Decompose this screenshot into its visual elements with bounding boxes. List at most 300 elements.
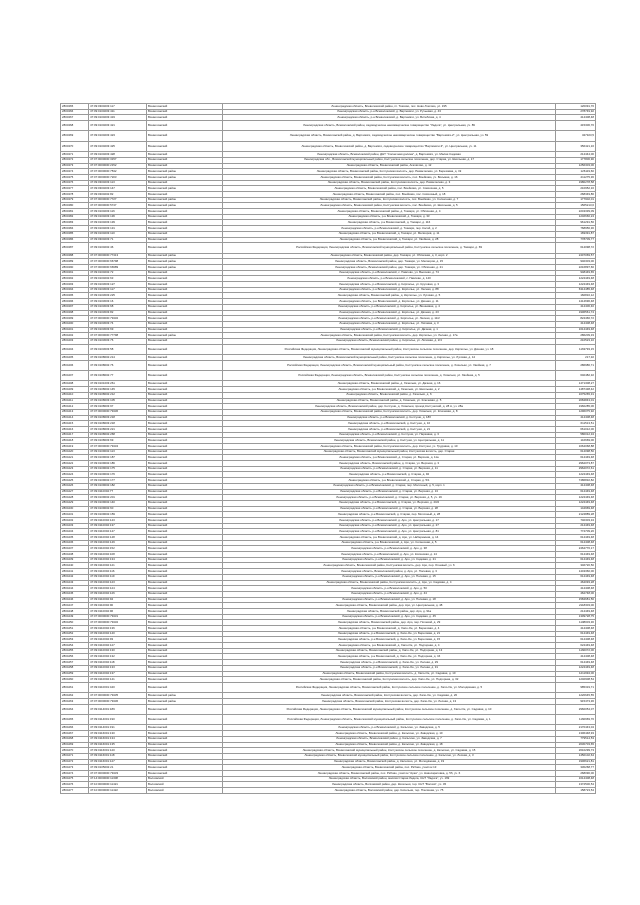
district-cell: Всеволожский xyxy=(147,157,223,163)
row-id-cell: 2804440 xyxy=(61,563,89,569)
cadastral-number-cell: 47:09:0104002:72 xyxy=(89,270,147,276)
value-cell: 1565213,6 xyxy=(556,203,596,209)
value-cell: 278749,92 xyxy=(556,109,596,115)
register-table xyxy=(60,103,596,794)
row-id-cell: 2804372 xyxy=(61,157,89,163)
cadastral-number-cell: 47:09:0103003:58 xyxy=(89,344,147,354)
value-cell: 211275,36 xyxy=(556,174,596,180)
cadastral-number-cell: 47:07:0000000:77413 xyxy=(89,253,147,259)
district-cell: Всеволожский xyxy=(147,141,223,151)
cadastral-number-cell: 47:09:0110002:93 xyxy=(89,637,147,643)
cadastral-number-cell: 47:09:0103003:16 xyxy=(89,299,147,305)
row-id-cell: 2804454 xyxy=(61,643,89,649)
district-cell: Всеволожский xyxy=(147,535,223,541)
address-cell: Ленинградская область, р-н Всеволожский, д. Колтуши, д. 21 xyxy=(223,426,556,432)
address-cell: Ленинградская область, Всеволожский район, д. Хапо-Ое, ул. Подгорная, д. 13 xyxy=(223,648,556,654)
cadastral-number-cell: 47:09:0103003:82 xyxy=(89,310,147,316)
row-id-cell: 2804409 xyxy=(61,387,89,393)
row-id-cell: 2804465 xyxy=(61,715,89,725)
row-id-cell: 2804416 xyxy=(61,426,89,432)
district-cell: Всеволожский район xyxy=(147,169,223,175)
row-id-cell: 2804476 xyxy=(61,782,89,788)
row-id-cell: 2804411 xyxy=(61,398,89,404)
row-id-cell: 2804394 xyxy=(61,287,89,293)
row-id-cell: 2804382 xyxy=(61,214,89,220)
value-cell: 1224449,48 xyxy=(556,500,596,506)
address-cell: Российская Федерация, Ленинградская область, Всеволожский муниципальный район, Колтушское сельское поселение, д. Токкари, д. 69 xyxy=(223,243,556,253)
district-cell: Всеволожский район xyxy=(147,186,223,192)
address-cell: Российская Федерация, Ленинградская область, Всеволожский муниципальный район, Колтушское сельское поселение, д. Хапо-Ое, ул. Садовая, д. 10 xyxy=(223,704,556,714)
value-cell: 414408,48 xyxy=(556,115,596,121)
district-cell: Всеволожский xyxy=(147,748,223,754)
value-cell: 2630703,65 xyxy=(556,742,596,748)
district-cell: Всеволожский район xyxy=(147,203,223,209)
row-id-cell: 2804366 xyxy=(61,109,89,115)
address-cell: Ленинградская область, Всеволожский район, д. Кальтино, ул. Заводская, д. 18 xyxy=(223,742,556,748)
row-id-cell: 2804473 xyxy=(61,765,89,771)
row-id-cell: 2804474 xyxy=(61,770,89,776)
cadastral-number-cell: 47:14:0000000:11308 xyxy=(89,776,147,782)
cadastral-number-cell: 47:09:0109002:176 xyxy=(89,472,147,478)
district-cell: Всеволожский xyxy=(147,472,223,478)
value-cell: 158723,54 xyxy=(556,788,596,794)
value-cell: 614449,48 xyxy=(556,455,596,461)
cadastral-number-cell: 47:09:0108003:105 xyxy=(89,398,147,404)
district-cell: Всеволожский район xyxy=(147,265,223,271)
row-id-cell: 2804428 xyxy=(61,495,89,501)
district-cell: Всеволожский xyxy=(147,415,223,421)
address-cell: Ленинградская область, Всеволожский район, ДНТ "Солнечная долина", д. Вартемяги, ул. Малая Садовая xyxy=(223,152,556,158)
address-cell: Ленинградская область, р-н Всеволожский, с. Павлово, ул. Высокая, д. 74 xyxy=(223,270,556,276)
district-cell: Всеволожский xyxy=(147,299,223,305)
value-cell: 2962072,61 xyxy=(556,466,596,472)
row-id-cell: 2804459 xyxy=(61,671,89,677)
cadastral-number-cell: 47:09:0116001:120 xyxy=(89,748,147,754)
value-cell: 614408,48 xyxy=(556,637,596,643)
address-cell: Ленинградская область, р-н Всеволожский, д. Аро, д. 44 xyxy=(223,591,556,597)
district-cell: Всеволожский xyxy=(147,569,223,575)
cadastral-number-cell: 47:09:0104002:63 xyxy=(89,276,147,282)
value-cell: 346720,50 xyxy=(556,563,596,569)
address-cell: Ленинградская область, Всеволожский район, Колтушская волость, д. Аро, ул. Садовая, д. 4 xyxy=(223,580,556,586)
district-cell: Всеволожский xyxy=(147,660,223,666)
value-cell: 580012,34 xyxy=(556,432,596,438)
value-cell: 1256303,06 xyxy=(556,163,596,169)
address-cell: Ленинградская область, р-н Всеволожский, д. Хапо-Ое, ул. Береговая, д. 4 xyxy=(223,626,556,632)
address-cell: Ленинградская область, Всеволожский муниципальный район, Колтушская волость, дер. Старая xyxy=(223,449,556,455)
cadastral-number-cell: 47:09:0114001:189 xyxy=(89,704,147,714)
cadastral-number-cell: 47:09:0109002:186 xyxy=(89,461,147,467)
cadastral-number-cell: 47:09:0103003:76 xyxy=(89,338,147,344)
address-cell: Ленинградская обл., Всеволожский муниципальный район, Колтушское сельское поселение, дер. Старая, ул. Школьная, д. 17 xyxy=(223,157,556,163)
district-cell: Всеволожский xyxy=(147,643,223,649)
cadastral-number-cell: 47:09:0110002:148 xyxy=(89,535,147,541)
value-cell: 2216897,66 xyxy=(556,265,596,271)
value-cell: 915473,36 xyxy=(556,699,596,705)
district-cell: Всеволожский xyxy=(147,152,223,158)
value-cell: 415306,76 xyxy=(556,121,596,131)
cadastral-number-cell: 47:09:0109002:159 xyxy=(89,512,147,518)
district-cell: Всеволожский xyxy=(147,637,223,643)
row-id-cell: 2804463 xyxy=(61,699,89,705)
cadastral-number-cell: 47:09:0110002:152 xyxy=(89,546,147,552)
district-cell: Всеволожский xyxy=(147,321,223,327)
district-cell: Всеволожский район xyxy=(147,253,223,259)
cadastral-number-cell: 47:09:0110002:90 xyxy=(89,603,147,609)
district-cell: Всеволожский xyxy=(147,603,223,609)
cadastral-number-cell: 47:09:0304003:117 xyxy=(89,104,147,110)
address-cell: Ленинградская область, р-н Всеволожский, д. Аро, ул. Центральная, д. 17 xyxy=(223,517,556,523)
district-cell: Всеволожский xyxy=(147,226,223,232)
row-id-cell: 2804400 xyxy=(61,321,89,327)
cadastral-number-cell: 47:09:0110002:130 xyxy=(89,648,147,654)
district-cell: Всеволожский xyxy=(147,392,223,398)
address-cell: Ленинградская область, Всеволожский район, Колтушская волость, пос. Воейково, ул. Школьная, д. 5 xyxy=(223,203,556,209)
cadastral-number-cell: 47:09:0109002:60 xyxy=(89,506,147,512)
cadastral-number-cell: 47:07:0000000:79434 xyxy=(89,444,147,450)
value-cell: 614098,50 xyxy=(556,449,596,455)
value-cell: 1980278,58 xyxy=(556,180,596,186)
value-cell: 116669,00 xyxy=(556,438,596,444)
value-cell: 1163793,15 xyxy=(556,344,596,354)
cadastral-number-cell: 47:07:0000000:7532 xyxy=(89,169,147,175)
district-cell: Всеволожский xyxy=(147,310,223,316)
district-cell: Всеволожский xyxy=(147,540,223,546)
cadastral-number-cell: 47:09:0110002:96 xyxy=(89,608,147,614)
address-cell: Ленинградская область, р-н Всеволожский, д. Аро, ул. Полевая, д. 15 xyxy=(223,574,556,580)
district-cell: Всеволожский xyxy=(147,557,223,563)
district-cell: Всеволожский xyxy=(147,371,223,381)
value-cell: 2960054,07 xyxy=(556,704,596,714)
value-cell: 414406,40 xyxy=(556,304,596,310)
value-cell: 1296075,92 xyxy=(556,409,596,415)
value-cell: 2962073,87 xyxy=(556,461,596,467)
address-cell: Ленинградская область, р-н Всеволожский, д. Кирполье, ул. Лесная, д. 88 xyxy=(223,287,556,293)
district-cell: Всеволожский xyxy=(147,466,223,472)
cadastral-number-cell: 47:09:0104003:136 xyxy=(89,214,147,220)
address-cell: Ленинградская область, Всеволожский район, д. Вартемяги, садоводческое товарищество "Вартемяги-3", ул. Центральная, уч. 11 xyxy=(223,141,556,151)
table-row xyxy=(61,788,596,794)
address-cell: Ленинградская область, р-н Всеволожский, д. Старая, ул. Верхняя, д. 28 xyxy=(223,506,556,512)
district-cell: Всеволожский xyxy=(147,449,223,455)
address-cell: Ленинградская область, р-н Всеволожский, д. Старая, ул. Верхняя, д. 5, уч. 19 xyxy=(223,495,556,501)
row-id-cell: 2804456 xyxy=(61,654,89,660)
row-id-cell: 2804370 xyxy=(61,141,89,151)
cadastral-number-cell: 47:09:0108003:97 xyxy=(89,404,147,410)
district-cell: Волховский xyxy=(147,776,223,782)
row-id-cell: 2804404 xyxy=(61,344,89,354)
value-cell: 640482,32 xyxy=(556,371,596,381)
address-cell: Ленинградская область, р-н Всеволожский, с. Павлово, д. 140 xyxy=(223,276,556,282)
value-cell: 1309728,75 xyxy=(556,614,596,620)
district-cell: Всеволожский xyxy=(147,243,223,253)
district-cell: Всеволожский xyxy=(147,316,223,322)
district-cell: Всеволожский xyxy=(147,586,223,592)
value-cell: 414408,48 xyxy=(556,586,596,592)
address-cell: Ленинградская область, Всеволожский муниципальный район, Колтушское сельское поселение, д. Кальтино, ул. Садовая, д. 15 xyxy=(223,748,556,754)
cadastral-number-cell: 47:09:0114001:191 xyxy=(89,725,147,731)
value-cell: 985319,71 xyxy=(556,682,596,692)
value-cell: 414408,48 xyxy=(556,415,596,421)
row-id-cell: 2804429 xyxy=(61,500,89,506)
address-cell: Ленинградская область, Всеволожский район, пос. Воейково, ул. Совхозная, д. 5 xyxy=(223,186,556,192)
value-cell: 6314485,48 xyxy=(556,287,596,293)
row-id-cell: 2804406 xyxy=(61,360,89,370)
row-id-cell: 2804461 xyxy=(61,682,89,692)
value-cell: 2464776,17 xyxy=(556,546,596,552)
address-cell: Ленинградская область, р-н Всеволожский, д. Токкари, ул. Хвойная, д. 28 xyxy=(223,237,556,243)
row-id-cell: 2804392 xyxy=(61,276,89,282)
row-id-cell: 2804447 xyxy=(61,603,89,609)
cadastral-number-cell: 47:09:0110002:123 xyxy=(89,580,147,586)
table-row xyxy=(61,360,596,370)
address-cell: Ленинградская область, Всеволожский район, садоводческое некоммерческое товарищество "Ладога", ул. Центральная, уч. 89 xyxy=(223,121,556,131)
value-cell: 611513,51 xyxy=(556,421,596,427)
cadastral-number-cell: 47:09:0108003:218 xyxy=(89,415,147,421)
value-cell: 940303,00 xyxy=(556,259,596,265)
district-cell: Всеволожский xyxy=(147,626,223,632)
district-cell: Всеволожский xyxy=(147,770,223,776)
row-id-cell: 2804430 xyxy=(61,506,89,512)
row-id-cell: 2804365 xyxy=(61,104,89,110)
table-row xyxy=(61,141,596,151)
district-cell: Всеволожский xyxy=(147,220,223,226)
cadastral-number-cell: 47:09:0104003:411 xyxy=(89,109,147,115)
address-cell: Ленинградская область, Всеволожский район, Колтушская волость, пос. Воейково, уч. Восьмая, д. 16 xyxy=(223,174,556,180)
row-id-cell: 2804455 xyxy=(61,648,89,654)
cadastral-number-cell: 47:09:0109002:113 xyxy=(89,449,147,455)
cadastral-number-cell: 47:09:0110002:133 xyxy=(89,665,147,671)
address-cell: Ленинградская область, Всеволожский район, Колтушская волость, дер. Хапо-Ое, ул. Подгорная, д. 32 xyxy=(223,677,556,683)
district-cell: Всеволожский xyxy=(147,654,223,660)
row-id-cell: 2804442 xyxy=(61,574,89,580)
address-cell: Ленинградская область, Волховский район, массив Старая Ладога, СНТ "Ладога", уч. 169 xyxy=(223,776,556,782)
value-cell: 414408,48 xyxy=(556,321,596,327)
cadastral-number-cell: 47:09:0110002:137 xyxy=(89,671,147,677)
cadastral-number-cell: 47:09:0109002:175 xyxy=(89,466,147,472)
cadastral-number-cell: 47:09:0110002:147 xyxy=(89,529,147,535)
address-cell: Ленинградская область, р-н Всеволожский, д. Кирполье, ул. Вишнёвая, д. 4 xyxy=(223,304,556,310)
row-id-cell: 2804375 xyxy=(61,174,89,180)
value-cell: 1224449,48 xyxy=(556,472,596,478)
district-cell: Всеволожский xyxy=(147,715,223,725)
address-cell: Ленинградская область, р-н Всеволожский, д. Вартемяги, ул. Ручьевая, д. 43 xyxy=(223,109,556,115)
row-id-cell: 2804397 xyxy=(61,304,89,310)
district-cell: Всеволожский xyxy=(147,574,223,580)
row-id-cell: 2804453 xyxy=(61,637,89,643)
value-cell: 1108003,30 xyxy=(556,620,596,626)
row-id-cell: 2804450 xyxy=(61,620,89,626)
row-id-cell: 2804383 xyxy=(61,220,89,226)
row-id-cell: 2804371 xyxy=(61,152,89,158)
address-cell: Ленинградская область, р-н Всеволожский, д. Хапо-Ое, ул. Лесная, д. 29 xyxy=(223,660,556,666)
cadastral-number-cell: 47:09:0304003:113 xyxy=(89,180,147,186)
cadastral-number-cell: 47:07:0000000:7203 xyxy=(89,174,147,180)
address-cell: Ленинградская область, Всеволожский район, д. Старая, ул. Верхняя, д. 3 xyxy=(223,461,556,467)
address-cell: Ленинградская область, р-н Всеволожский, д. Хязельки, ул. Школьная, д. 2 xyxy=(223,387,556,393)
row-id-cell: 2804381 xyxy=(61,209,89,215)
cadastral-number-cell: 47:09:0103003:74 xyxy=(89,321,147,327)
row-id-cell: 2804441 xyxy=(61,569,89,575)
address-cell: Ленинградская область, р-н Всеволожский, д. Колтуши, д. 10 xyxy=(223,421,556,427)
district-cell: Всеволожский xyxy=(147,677,223,683)
district-cell: Всеволожский xyxy=(147,104,223,110)
cadastral-number-cell: 47:09:0110002:149 xyxy=(89,540,147,546)
row-id-cell: 2804466 xyxy=(61,725,89,731)
cadastral-number-cell: 47:09:0110002:141 xyxy=(89,677,147,683)
value-cell: 1224449,48 xyxy=(556,282,596,288)
address-cell: Ленинградская область, р-н Всеволожский, д. Аро, ул. Набережная, д. 14 xyxy=(223,535,556,541)
value-cell: 214449,48 xyxy=(556,608,596,614)
address-cell: Ленинградская область, Всеволожский район, пос. Воейково, пос. Совхозный, д. 18 xyxy=(223,192,556,198)
district-cell: Всеволожский район xyxy=(147,174,223,180)
address-cell: Ленинградская область, Всеволожский район, д. Кальтино, ул. Молодёжная, д. 19 xyxy=(223,759,556,765)
district-cell: Всеволожский xyxy=(147,753,223,759)
district-cell: Всеволожский xyxy=(147,180,223,186)
cadastral-number-cell: 47:09:0103003:69 xyxy=(89,327,147,333)
district-cell: Всеволожский xyxy=(147,631,223,637)
value-cell: 268349,86 xyxy=(556,192,596,198)
value-cell: 2170443,04 xyxy=(556,725,596,731)
cadastral-number-cell: 47:09:0108003:218 xyxy=(89,421,147,427)
value-cell: 210523,10 xyxy=(556,338,596,344)
cadastral-number-cell: 47:09:0104003:139 xyxy=(89,220,147,226)
value-cell: 661012,00 xyxy=(556,426,596,432)
row-id-cell: 2804419 xyxy=(61,444,89,450)
address-cell: Ленинградская область, р-н Всеволожский, д. Старая, ул. Верхняя, д. 11 xyxy=(223,466,556,472)
value-cell: 1160072,00 xyxy=(556,648,596,654)
cadastral-number-cell: 47:09:0110002:143 xyxy=(89,517,147,523)
address-cell: Ленинградская область, Всеволожский район, дер. Токкари, ул. Мелиоров, д. 15 xyxy=(223,259,556,265)
district-cell: Всеволожский xyxy=(147,192,223,198)
row-id-cell: 2804457 xyxy=(61,660,89,666)
row-id-cell: 2804444 xyxy=(61,586,89,592)
district-cell: Всеволожский xyxy=(147,591,223,597)
row-id-cell: 2804431 xyxy=(61,512,89,518)
district-cell: Всеволожский xyxy=(147,355,223,361)
row-id-cell: 2804407 xyxy=(61,371,89,381)
address-cell: Ленинградская область, р-н Всеволожский, д. Колтуши, ул. Парковая, д. 3 xyxy=(223,432,556,438)
address-cell: Ленинградская область, р-н Всеволожский, д. Токкари, д. 116 xyxy=(223,220,556,226)
district-cell: Всеволожский xyxy=(147,282,223,288)
value-cell: 330268,77 xyxy=(556,765,596,771)
cadastral-number-cell: 47:09:0108002:145 xyxy=(89,387,147,393)
address-cell: Ленинградская область, Всеволожский муниципальный район, Колтушское сельское поселение, д. Кальтино, ул. Лесная, д. 3 xyxy=(223,753,556,759)
district-cell: Всеволожский xyxy=(147,552,223,558)
district-cell: Всеволожский xyxy=(147,704,223,714)
address-cell: Ленинградская область, Всеволожский район, Колтушская волость, пос. Воейково, ул. Солнечная, д. 7 xyxy=(223,197,556,203)
district-cell: Всеволожский xyxy=(147,512,223,518)
district-cell: Всеволожский xyxy=(147,597,223,603)
row-id-cell: 2804462 xyxy=(61,693,89,699)
row-id-cell: 2804475 xyxy=(61,776,89,782)
value-cell: 464093,28 xyxy=(556,580,596,586)
address-cell: Ленинградская область, Всеволожский район, Колтушская волость, дер. Аро, пер. Огневый, уч. 6 xyxy=(223,563,556,569)
address-cell: Ленинградская область, Всеволожский район, Колтушская волость, дер. Колтуши, уч. Трудовая, д. 10 xyxy=(223,444,556,450)
district-cell: Всеволожский xyxy=(147,209,223,215)
cadastral-number-cell: 47:09:0116001:135 xyxy=(89,742,147,748)
row-id-cell: 2804414 xyxy=(61,415,89,421)
district-cell: Всеволожский xyxy=(147,759,223,765)
district-cell: Всеволожский район xyxy=(147,259,223,265)
address-cell: Ленинградская область, Всеволожский район, дер. Токкари, ул. Облачная, д. 3, корп. 2 xyxy=(223,253,556,259)
cadastral-number-cell: 47:09:0108002:212 xyxy=(89,392,147,398)
address-cell: Ленинградская область, Всеволожский район, Колтушская волость, дер. Хапо-Ое, ул. Садовая, д. 20 xyxy=(223,693,556,699)
cadastral-number-cell: 47:09:0114001:190 xyxy=(89,715,147,725)
cadastral-number-cell: 47:09:0108002:77 xyxy=(89,371,147,381)
value-cell: 1246666,24 xyxy=(556,214,596,220)
address-cell: Ленинградская область, р-н Всеволожский, д. Токкари, ул. Мелиоров, д. 11 xyxy=(223,231,556,237)
cadastral-number-cell: 47:09:0116001:127 xyxy=(89,759,147,765)
address-cell: Ленинградская область, Всеволожский район, пос. Рябово, участок "Арка", уч. Новосаратовка, д. 5б, уч. 6 xyxy=(223,770,556,776)
address-cell: Российская Федерация, Ленинградская область, Всеволожский муниципальный район, Колтушское сельское поселение, дер. Кирполье, ул. Дачная, уч. 18 xyxy=(223,344,556,354)
cadastral-number-cell: 47:09:0304002:82 xyxy=(89,192,147,198)
address-cell: Ленинградская область, р-н Всеволожский, д. Аро, ул. Садовая, д. 45 xyxy=(223,614,556,620)
district-cell: Всеволожский район xyxy=(147,699,223,705)
row-id-cell: 2804427 xyxy=(61,489,89,495)
district-cell: Всеволожский xyxy=(147,360,223,370)
value-cell: 210952,16 xyxy=(556,186,596,192)
cadastral-number-cell: 47:09:0103003:117 xyxy=(89,287,147,293)
district-cell: Всеволожский район xyxy=(147,693,223,699)
cadastral-number-cell: 47:09:0110002:136 xyxy=(89,626,147,632)
value-cell: 614449,48 xyxy=(556,557,596,563)
value-cell: 286209,33 xyxy=(556,333,596,339)
address-cell: Ленинградская область, р-н Всеволожский, д. Кирполье, ул. Липовая, д. 3 xyxy=(223,321,556,327)
district-cell: Всеволожский xyxy=(147,736,223,742)
cadastral-number-cell: 47:07:0000000:2152 xyxy=(89,163,147,169)
cadastral-number-cell: 47:07:0000000:79436 xyxy=(89,409,147,415)
value-cell: 169391,87 xyxy=(556,231,596,237)
row-id-cell: 2804379 xyxy=(61,197,89,203)
value-cell: 614098,72 xyxy=(556,243,596,253)
address-cell: Ленинградская область, р-н Всеволожский, д. Аро, ул. Солнечная, д. 5 xyxy=(223,540,556,546)
value-cell: 1306448,93 xyxy=(556,731,596,737)
value-cell: 1906561,74 xyxy=(556,310,596,316)
district-cell: Всеволожский xyxy=(147,287,223,293)
cadastral-number-cell: 47:09:0109002:201 xyxy=(89,495,147,501)
district-cell: Волховский xyxy=(147,782,223,788)
row-id-cell: 2804385 xyxy=(61,231,89,237)
address-cell: Ленинградская область, Всеволожский район, дер. Аро, д. 91а xyxy=(223,608,556,614)
row-id-cell: 2804425 xyxy=(61,478,89,484)
district-cell: Всеволожский xyxy=(147,131,223,141)
district-cell: Всеволожский xyxy=(147,426,223,432)
value-cell: 1224449,48 xyxy=(556,665,596,671)
value-cell: 1584681,56 xyxy=(556,597,596,603)
value-cell: 948449,65 xyxy=(556,270,596,276)
row-id-cell: 2804433 xyxy=(61,523,89,529)
district-cell: Всеволожский xyxy=(147,387,223,393)
district-cell: Всеволожский xyxy=(147,563,223,569)
address-cell: Ленинградская область, р-н Всеволожский, д. Колтуши, д. 18б xyxy=(223,415,556,421)
district-cell: Всеволожский xyxy=(147,665,223,671)
address-cell: Ленинградская область, Всеволожский район, д. Кирполье, ул. Луговая, д. 5 xyxy=(223,293,556,299)
cadastral-number-cell: 47:09:0304003:71 xyxy=(89,237,147,243)
address-cell: Российская Федерация, Ленинградская область, Всеволожский район, Колтушское сельское поселение, д. Хязельки, ул. Хвойная, д. 5 xyxy=(223,371,556,381)
district-cell: Всеволожский xyxy=(147,270,223,276)
cadastral-number-cell: 47:09:0109002:177 xyxy=(89,478,147,484)
value-cell: 961291,56 xyxy=(556,220,596,226)
row-id-cell: 2804435 xyxy=(61,535,89,541)
value-cell: 824466,72 xyxy=(556,316,596,322)
value-cell: 2243339,09 xyxy=(556,209,596,215)
cadastral-number-cell: 47:09:0110002:108 xyxy=(89,552,147,558)
district-cell: Всеволожский xyxy=(147,455,223,461)
row-id-cell: 2804384 xyxy=(61,226,89,232)
district-cell: Всеволожский xyxy=(147,523,223,529)
cadastral-number-cell: 47:07:0000000:79435 xyxy=(89,693,147,699)
